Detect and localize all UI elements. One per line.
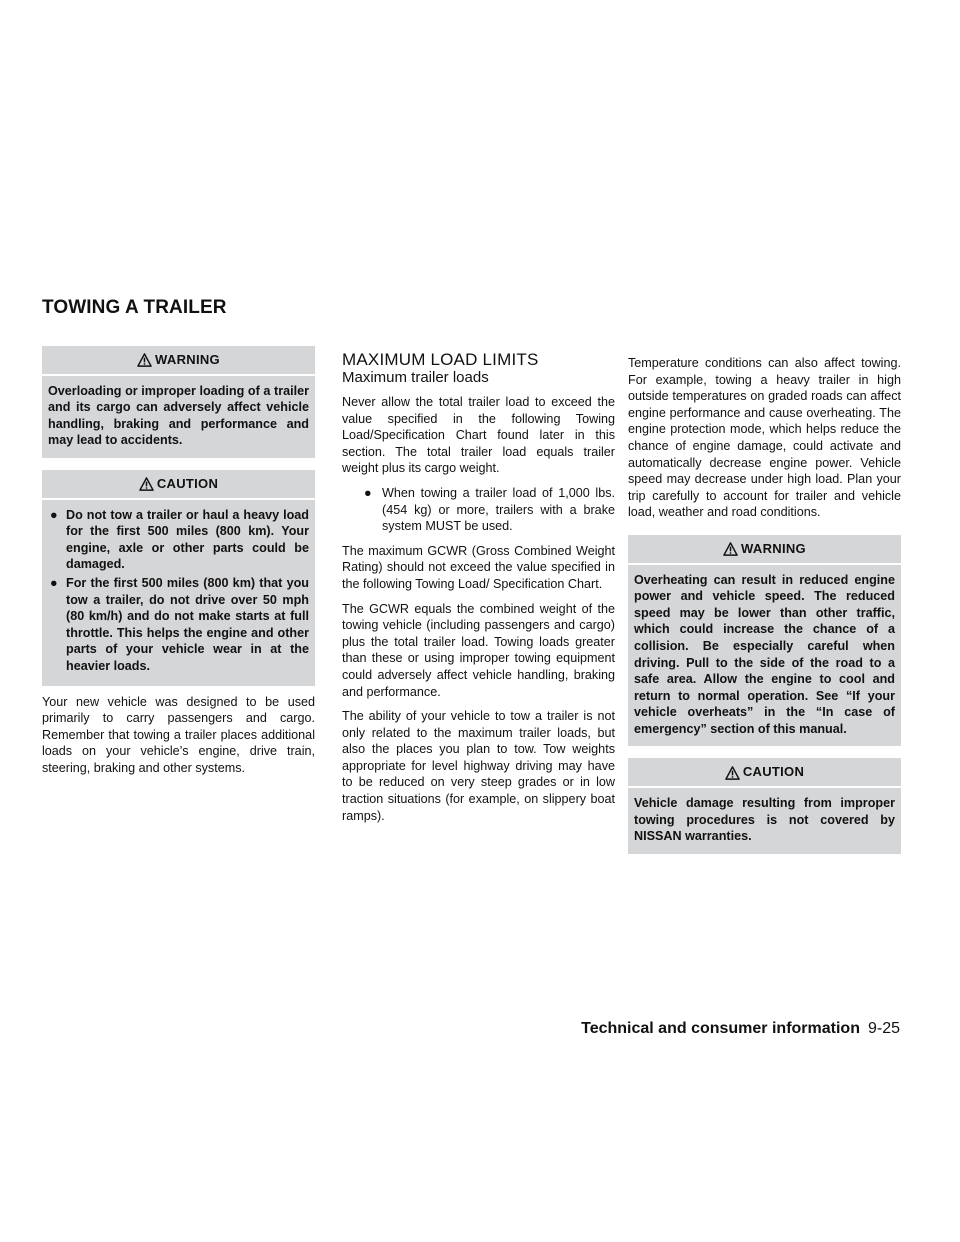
list-item [48,575,309,675]
body-paragraph: Your new vehicle was designed to be used primarily to carry passengers and cargo. Remember that towing a trailer places additional loads on your vehicle’s engine, drive train, steering, braking and other systems. [42,694,315,775]
warning-label: WARNING [741,540,806,556]
column-1 [42,346,315,784]
list-item-text: Do not tow a trailer or haul a heavy load for the first 500 miles (800 km). Your engine, axle or other parts could be damaged. [66,507,309,572]
body-paragraph: Temperature conditions can also affect towing. For example, towing a heavy trailer in high outside temperatures on graded roads can affect engine performance and cause overheating. The engine protection mode, which helps reduce the chance of engine damage, could activate and automatically decrease engine power. Vehicle speed may decrease under high load. Plan your trip carefully to account for trailer and vehicle load, weather and road conditions. [628,356,901,520]
body-paragraph: The maximum GCWR (Gross Combined Weight Rating) should not exceed the value specified in the following Towing Load/ Specification Chart. [342,543,615,591]
page-footer [581,1020,900,1038]
body-paragraph: The ability of your vehicle to tow a trailer is not only related to the maximum trailer loads, but also the places you plan to tow. Tow weights appropriate for level highway driving may have to be reduced on very steep grades or in low traction situations (for example, on slippery boat ramps). [342,709,615,823]
warning-label: WARNING [155,352,220,367]
caution-box [42,470,315,686]
caution-header [628,758,901,788]
section-heading: MAXIMUM LOAD LIMITS [342,350,539,369]
warning-triangle-icon [139,477,154,491]
caution-bullet-list [48,507,309,675]
warning-triangle-icon [137,353,152,367]
caution-header [42,470,315,500]
caution-body [42,500,315,686]
warning-box [42,346,315,458]
warning-text: Overheating can result in reduced engine power and vehicle speed. The reduced speed may be lower than other traffic, which could increase the chance of a collision. Be especially careful when driving. Pull to the side of the road to a safe area. Allow the engine to cool and return to normal operation. See “If your vehicle overheats” in the “In case of emergency” section of this manual. [634,572,895,736]
list-item [342,485,615,535]
warning-text: Overloading or improper loading of a trailer and its cargo can adversely affect vehicle handling, braking and performance and may lead to accidents. [48,383,309,448]
column-2 [342,350,615,832]
list-item-text: When towing a trailer load of 1,000 lbs. (454 kg) or more, trailers with a brake system MUST be used. [382,485,615,534]
warning-triangle-icon [725,766,740,780]
subsection-heading: Maximum trailer loads [342,369,489,386]
page-number: 9-25 [867,1020,900,1037]
caution-label: CAUTION [156,475,219,491]
warning-header [42,346,315,376]
bullet-icon: ● [364,485,372,500]
caution-label: CAUTION [742,764,805,780]
section-title: TOWING A TRAILER [42,297,227,318]
caution-text: Vehicle damage resulting from improper towing procedures is not covered by NISSAN warranties. [634,796,895,844]
warning-triangle-icon [723,542,738,556]
caution-box [628,758,901,853]
list-item [48,507,309,573]
body-paragraph: The GCWR equals the combined weight of the towing vehicle (including passengers and cargo) plus the total trailer load. Towing loads greater than these or using improper towing equipment could adversely affect vehicle handling, braking and performance. [342,601,615,699]
list-item-text: For the first 500 miles (800 km) that you tow a trailer, do not drive over 50 mph (80 km/h) and do not make starts at full throttle. This helps the engine and other parts of your vehicle wear in at the heavier loads. [66,575,309,673]
warning-header [628,535,901,565]
chapter-title: Technical and consumer information [581,1020,860,1037]
column-3 [628,355,901,862]
warning-box [628,535,901,747]
bullet-icon: ● [50,575,58,590]
bullet-icon: ● [50,507,58,522]
body-paragraph: Never allow the total trailer load to exceed the value specified in the following Towing Load/Specification Chart found later in this section. The total trailer load equals trailer weight plus its cargo weight. [342,395,615,476]
